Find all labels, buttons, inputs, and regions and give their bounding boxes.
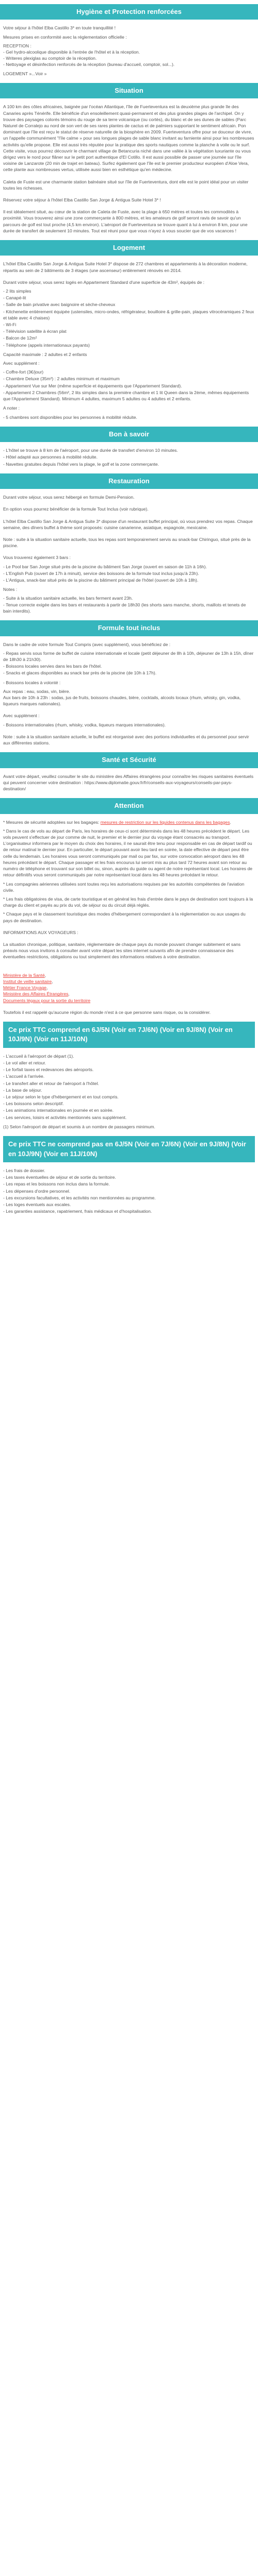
formule-drinks-title: - Boissons locales à volonté : [3, 680, 61, 685]
list-item: - Les frais de dossier. [3, 1168, 45, 1173]
list-item: - 2 lits simples [3, 289, 31, 294]
list-item: - Appartement Vue sur Mer (même superficie et équipements que l'Appartement Standard). [3, 383, 182, 388]
link-ministere-sante[interactable]: Ministère de la Santé [3, 972, 45, 978]
price-includes-note: (1) Selon l'aéroport de départ et soumis à un nombre de passagers minimum. [3, 1124, 155, 1129]
list-item: - Le Pool bar San Jorge situé près de la piscine du bâtiment San Jorge (ouvert en saison de 11h à 16h). [3, 564, 207, 569]
attention-p1-end: . [230, 819, 231, 825]
list-item: - Les dépenses d'ordre personnel. [3, 1188, 71, 1194]
list-item: - L'English Pub (ouvert de 17h à minuit), service des boissons de la formule tout inclus jusqu'à 23h). [3, 570, 199, 576]
list-item: - L'hôtel se trouve à 8 km de l'aéroport, pour une durée de transfert d'environ 10 minutes. [3, 448, 178, 453]
list-item: - Les taxes éventuelles de séjour et de sortie du territoire. [3, 1175, 116, 1180]
list-item: - Télévision satellite à écran plat [3, 329, 67, 334]
logement-p2: Durant votre séjour, vous serez logés en Appartement Standard d'une superficie de 43m², équipés de : [3, 279, 205, 285]
hygiene-reception: RECEPTION : - Gel hydro-alcoolique disponible à l'entrée de l'hôtel et à la réception. - Writeres plexiglas au comptoir de la réception. - Nettoyage et désinfection renforcés de la réception (bureau d'accueil, comptoir, sol...). [3, 43, 175, 67]
list-item: - Chambre Deluxe (35m²) : 2 adultes minimum et maximum [3, 376, 120, 382]
resto-notes: - Suite à la situation sanitaire actuelle, les bars ferment avant 23h. - Tenue correcte exigée dans les bars et restaurants à partir de 18h30 (les shorts sans manche, shorts, maillots et tenets de bain interdits). [3, 596, 246, 614]
logement-supp-title: Avec supplément : [3, 361, 40, 366]
hygiene-logement-link[interactable]: LOGEMENT »...Voir » [3, 71, 47, 76]
bon-section [0, 447, 258, 467]
sante-section [0, 773, 258, 792]
list-item: - L'Antigua, snack-bar situé près de la piscine du bâtiment principal de l'hôtel (ouvert de 10h à 18h). [3, 578, 199, 583]
logement-equipment-list [3, 288, 255, 348]
bon-list [3, 447, 255, 467]
link-documents-legaux[interactable]: Documents légaux pour la sortie du territoire [3, 997, 91, 1003]
list-item: - Les services, loisirs et activités mentionnés sans supplément. [3, 1114, 127, 1120]
situation-p3: Réservez votre séjour à l'hôtel Elba Castillo San Jorge & Antigua Suite Hotel 3* ! [3, 197, 161, 202]
attention-info: La situation chronique, politique, sanitaire, réglementaire de chaque pays du monde pouvant changer subitement et sans préavis nous vous invitons à consulter avant votre départ les sites internet suivants afin de prendre connaissance des éventuelles restrictions, obligations ou tout simplement des informations relatives à votre destination. [3, 941, 241, 960]
list-item: - Wi-Fi [3, 322, 17, 328]
logement-heading: Logement [0, 240, 258, 256]
list-item: - L'accueil à l'aéroport de départ (1). [3, 1053, 74, 1059]
attention-heading: Attention [0, 798, 258, 814]
list-item: - Les garanties assistance, rapatriement, frais médicaux et d'hospitalisation. [3, 1209, 152, 1214]
resto-p4: Note : suite à la situation sanitaire actuelle, tous les repas sont temporairement servis au snack-bar Chiringuo, situé près de la piscine. [3, 537, 251, 549]
logement-supp-list [3, 369, 255, 402]
hygiene-heading: Hygiène et Protection renforcées [0, 4, 258, 20]
resto-bars-list [3, 564, 255, 584]
formule-supp: - Boissons internationales (rhum, whisky, vodka, liqueurs marques internationales). [3, 722, 166, 727]
logement-capacity: Capacité maximale : 2 adultes et 2 enfants [3, 351, 87, 357]
list-item: - Kitchenette entièrement équipée (ustensiles, micro-ondes, réfrigérateur, bouilloire & grille-pain, plaques vitrocéramiques 2 feux et table avec 4 chaises) [3, 309, 254, 320]
formule-list [3, 650, 255, 676]
situation-p1: A 100 km des côtes africaines, baignée par l'océan Atlantique, l'île de Fuerteventura est la deuxième plus grande île des Canaries après Ténérife. Elle bénéficie d'un ensoleillement quasi-permanent et des plus grandes plages de l'archipel. On y trouve des paysages colorés témoins du rouge de sa terre volcanique (ou cortès), du blanc et de ses dunes de sables (Parc Naturel de Corralejo au nord de son vert de ses rares plantes de cactus et de palmiers supportant le sentiment africain. Pon dominant que l'île est reçu le statut de réserve naturelle de la biosphère en 2009. Fuerteventura offre pour se douceur de vivre, un l'appelle communément "l'île calme » pour ses longues plages de sable blanc invitant au farniente ainsi pour les nombreuses activités qu'elle propose. Elle est aussi très réputée pour la pratique des sports nautiques comme la planche à voile ou le surf. Cette visite, vous pourrez découvrir le charmant village de Betancuria niché dans une vallée à la végétation luxuriante ou vous dirigez vers le nord pour flâner sur le petit port authentique d'El Cotillo. Il est aussi possible de passer une journée sur l'île voisine de Lanzarote (20 min de trajet en bateau). Surfez également que l'île est le premier producteur européen d'Aloe Vera, cette plante aux nombreuses vertus, utilisée aussi bien en esthétique qu'en médecine. [3, 104, 254, 173]
list-item: - Salle de bain privative avec baignoire et sèche-cheveux [3, 302, 116, 308]
formule-section [0, 641, 258, 747]
list-item: - Téléphone (appels internationaux payants) [3, 342, 90, 348]
list-item: - Hôtel adapté aux personnes à mobilité réduite. [3, 454, 98, 460]
list-item: - Navettes gratuites depuis l'hôtel vers la plage, le golf et la zone commerçante. [3, 461, 159, 467]
attention-p4: * Les frais obligatoires de visa, de carte touristique et en général les frais d'entrée dans le pays de destination sont toujours à la charge du client et payés au prix du vol, de séjour ou du circuit déjà réglés. [3, 896, 253, 908]
resto-section [0, 494, 258, 614]
attention-p1-text: * Mesures de sécurité adoptées sur les bagages: [3, 819, 101, 825]
price-excludes-list [3, 1167, 255, 1214]
link-affaires-etrangeres[interactable]: Ministère des Affaires Étrangères [3, 991, 69, 997]
price-includes-heading: Ce prix TTC comprend en 6J/5N (Voir en 7J/6N) (Voir en 9J/8N) (Voir en 10J/9N) (Voir en 11J/10N) [3, 1022, 255, 1048]
situation-section [0, 104, 258, 234]
attention-section [0, 819, 258, 1015]
bon-heading: Bon à savoir [0, 427, 258, 442]
list-item: - Le vol aller et retour. [3, 1060, 46, 1066]
attention-info-title: INFORMATIONS AUX VOYAGEURS : [3, 929, 78, 935]
price-excludes-heading: Ce prix TTC ne comprend pas en 6J/5N (Voir en 7J/6N) (Voir en 9J/8N) (Voir en 10J/9N) (Voir en 11J/10N) [3, 1136, 255, 1162]
logement-p1: L'hôtel Elba Castillo San Jorge & Antigua Suite Hotel 3* dispose de 272 chambres et appartements à la décoration moderne, répartis au sein de 2 bâtiments de 3 étages (une ascenseur) entièrement rénovés en 2014. [3, 261, 248, 273]
logement-note-title: A noter : [3, 405, 20, 411]
formule-supp-title: Avec supplément : [3, 713, 40, 719]
resto-p5: Vous trouverez également 3 bars : [3, 555, 71, 561]
link-metier-france-voyage[interactable]: Métier France Voyage [3, 985, 47, 991]
list-item: - Les repas et les boissons non inclus dans la formule. [3, 1181, 110, 1187]
sante-p1: Avant votre départ, veuillez consulter le site du ministère des Affaires étrangères pour connaître les risques sanitaires éventuels qui peuvent concerner votre destination : https://www.diplomatie.gouv.fr/fr/conseils-aux-voyageurs/conseils-par-pays-destination/ [3, 773, 254, 792]
list-item: - Snacks et glaces disponibles au snack bar près de la piscine (de 10h à 17h). [3, 670, 157, 676]
formule-p1: Dans le cadre de votre formule Tout Compris (avec supplément), vous bénéficiez de : [3, 641, 171, 647]
situation-p4: Il est idéalement situé, au cœur de la station de Caleta de Fuste, avec la plage à 650 mètres et toutes les commodités à proximité. Vous trouverez ainsi une zone commerçante à 800 mètres, et les amateurs de golf seront ravis de savoir qu'un parcours de golf est tout proche (4,5 km environ). L'aéroport de Fuerteventura se trouve quant à lui à environ 8 km, pour une durée de transfert de seulement 10 minutes. Tout est réuni pour que vous n'ayez à vous soucier que de vos vacances ! [3, 209, 248, 233]
formule-drinks: Aux repas : eau, sodas, vin, bière. Aux bars de 10h à 23h : sodas, jus de fruits, boissons chaudes, bière, cocktails, alcools locaux (rhum, whisky, gin, vodka, liqueurs marques nationales). [3, 688, 241, 707]
logement-section [0, 261, 258, 420]
hygiene-section [0, 25, 258, 76]
hygiene-intro: Votre séjour à l'hôtel Elba Castillo 3* en toute tranquillité ! [3, 25, 116, 31]
list-item: - Boissons locales servies dans les bars de l'hôtel. [3, 664, 102, 669]
list-item: - Balcon de 12m² [3, 335, 37, 341]
list-item: - Les boissons selon descriptif. [3, 1101, 64, 1107]
list-item: - La base de séjour. [3, 1087, 42, 1093]
link-veille-sanitaire[interactable]: Institut de veille sanitaire [3, 978, 52, 984]
list-item: - Le séjour selon le type d'hébergement et en tout compris. [3, 1094, 119, 1100]
attention-p3: * Les compagnies aériennes utilisées sont toutes reçu les autorisations requises par les autorités compétentes de l'aviation civile. [3, 881, 245, 893]
resto-notes-title: Notes : [3, 587, 18, 592]
offer-page [0, 4, 258, 1233]
attention-final: Toutefois il est rappelé qu'aucune région du monde n'est à ce que personne sans risque, ou la considérer. [3, 1009, 211, 1015]
logement-note: - 5 chambres sont disponibles pour les personnes à mobilité réduite. [3, 414, 137, 420]
hygiene-measures: Mesures prises en conformité avec la réglementation officielle : [3, 34, 127, 40]
formule-heading: Formule tout inclus [0, 620, 258, 636]
list-item: - Le forfait taxes et redevances des aéroports. [3, 1067, 94, 1073]
liquids-restriction-link[interactable]: mesures de restriction sur les liquides contenus dans les bagages [100, 819, 230, 825]
resto-p3: L'hôtel Elba Castillo San Jorge & Antigua Suite 3* dispose d'un restaurant buffet principal, où vous prendrez vos repas. Chaque semaine, des dîners buffet à thème sont proposés: cuisine canarienne, asiatique, espagnole, mexicaine. [3, 518, 253, 530]
attention-p2: * Dans le cas de vols au départ de Paris, les horaires de ceux-ci sont déterminés dans les 48 heures précédent le départ. Les vols peuvent s'effectuer de jour comme de nuit, le premier et le dernier jour du voyage étant consacrés au transport. L'organisateur informera par le moyen du choix des horaires, il ne saurait être tenu pour responsable en cas de départ tardif ou de retour matinal le dernier jour. En particulier, le départ pouvant avoir lieu tard en soirée, la date effective de départ peut être celle du lendemain. Les horaires vous seront communiqués par mail ou par fax, sur votre convocation aéroport dans les 48 heures précédant le départ. Chaque passager et les frais encourus lui seront mis au plus tard 72 heures avant son retour au numéro de téléphone et trouvant sur son billet ou, sinon, auprès du guide ou agent de notre représentant local. Les horaires de retour définitifs vous seront communiqués par notre représentant local dans les 48 heures précédant le retour. [3, 828, 253, 878]
situation-p2: Caleta de Fuste est une charmante station balnéaire situé sur l'île de Fuerteventura, dont elle est le point idéal pour un visiter toutes les richesses. [3, 179, 249, 191]
attention-p1 [3, 819, 255, 825]
price-excludes-section [0, 1167, 258, 1214]
list-item: - Le transfert aller et retour de l'aéroport à l'hôtel. [3, 1080, 99, 1086]
resto-p2: En option vous pourrez bénéficier de la formule Tout Inclus (voir rubrique). [3, 506, 149, 512]
price-includes-section [0, 1053, 258, 1130]
list-item: - Repas servis sous forme de buffet de cuisine internationale et locale (petit déjeuner de 8h à 10h, déjeuner de 13h à 15h, dîner de 18h30 à 21h30). [3, 650, 254, 662]
list-item: - L'accueil à l'arrivée. [3, 1074, 45, 1079]
attention-p5: * Chaque pays et le classement touristique des modes d'hébergement correspondant à la réglementation ou aux usages du pays de destination. [3, 911, 246, 923]
list-item: - Les animations internationales en journée et en soirée. [3, 1108, 114, 1113]
attention-links: Ministère de la Santé, Institut de veille sanitaire, Métier France Voyage, Ministère des Affaires Étrangères, Documents légaux pour la sortie du territoire [3, 972, 91, 1003]
resto-heading: Restauration [0, 473, 258, 489]
sante-heading: Santé et Sécurité [0, 752, 258, 768]
list-item: - Les loges éventuels aux escales. [3, 1202, 71, 1208]
list-item: - Les excursions facultatives, et les activités non mentionnées au programme. [3, 1195, 156, 1200]
situation-heading: Situation [0, 83, 258, 98]
resto-p1: Durant votre séjour, vous serez hébergé en formule Demi-Pension. [3, 495, 135, 500]
list-item: - Appartement 2 Chambres (56m², 2 lits simples dans la première chambre et 1 lit Queen dans la 2ème, mêmes équipements que l'Appartement Standard). Minimum 4 adultes, maximum 5 adultes ou 4 adultes et 2 enfants. [3, 389, 249, 402]
list-item: - Coffre-fort (3€/jour) [3, 369, 44, 375]
list-item: - Canapé-lit [3, 295, 26, 301]
price-includes-list [3, 1053, 255, 1121]
formule-note: Note : suite à la situation sanitaire actuelle, le buffet est réorganisé avec des portions individuelles et du personnel pour servir aux différentes stations. [3, 734, 249, 745]
